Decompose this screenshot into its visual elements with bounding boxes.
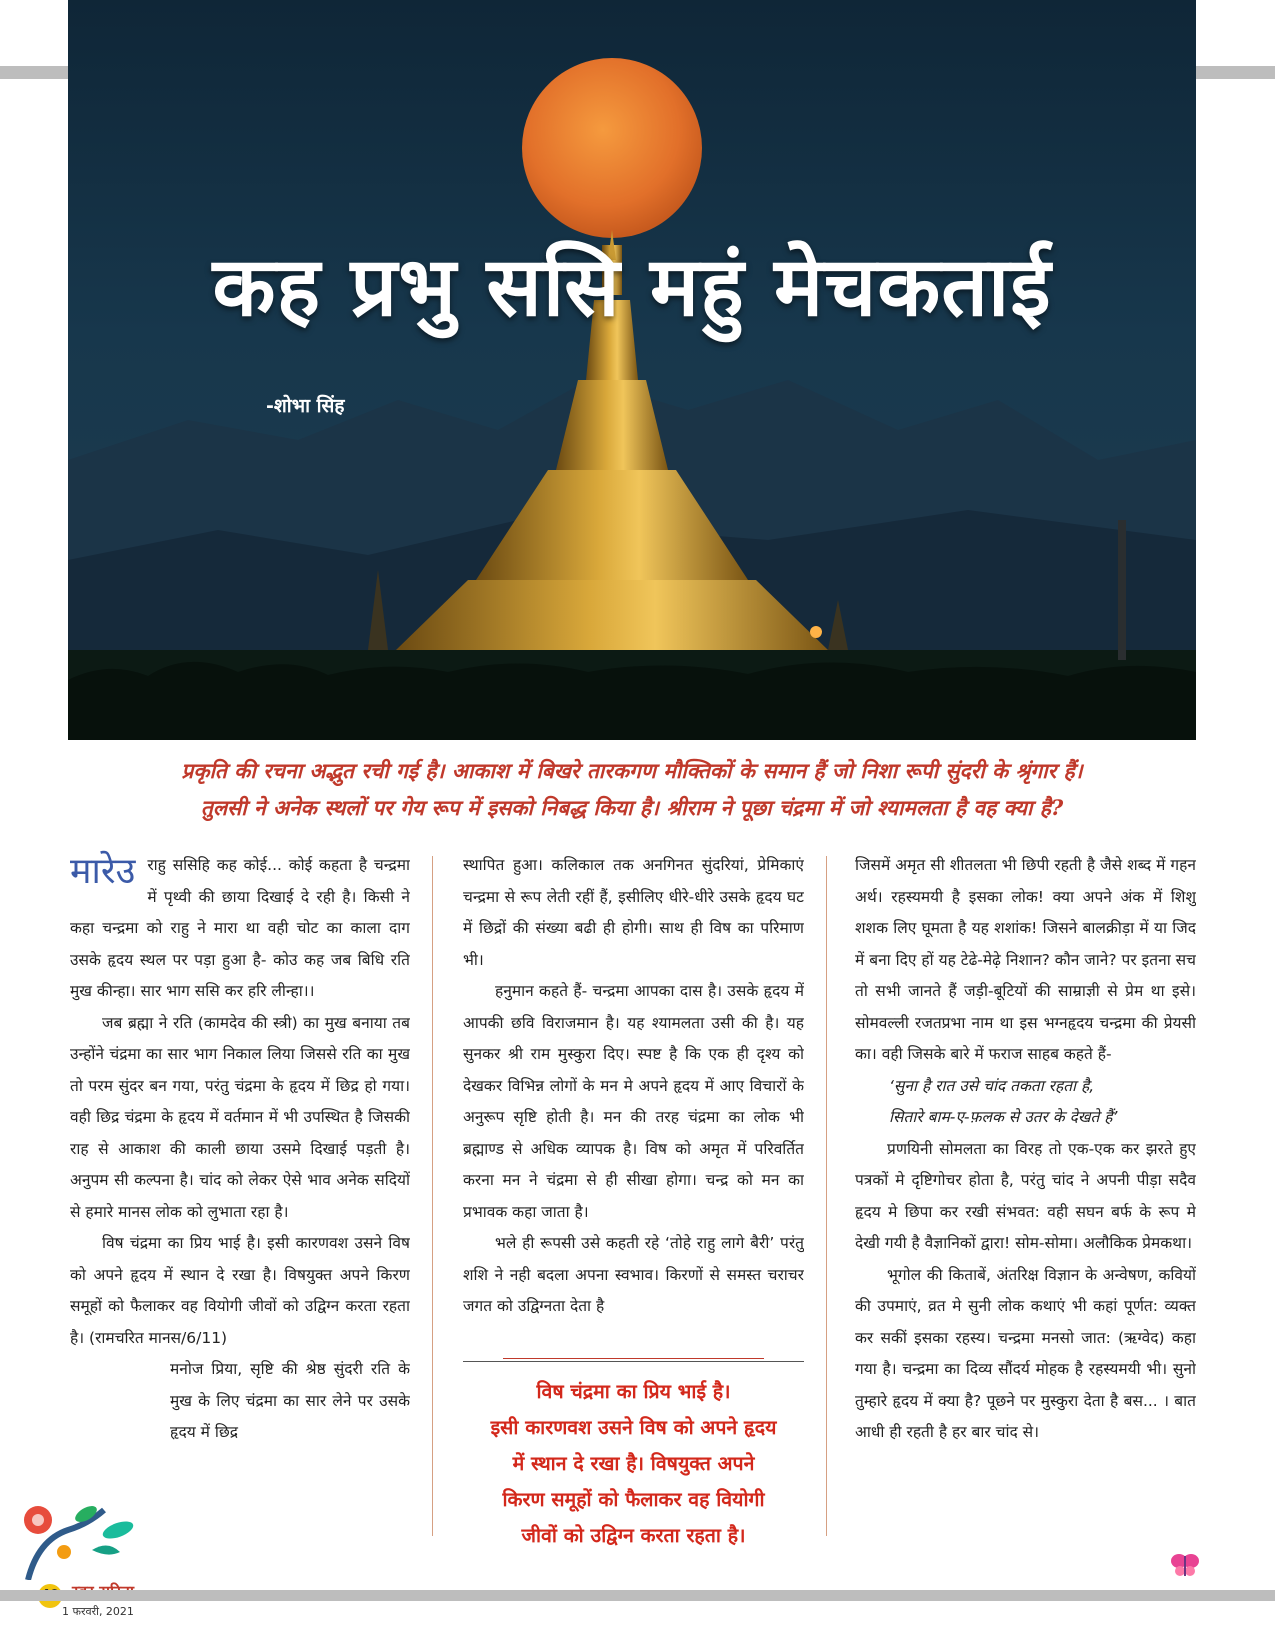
intro-line: तुलसी ने अनेक स्थलों पर गेय रूप में इसको निबद्ध किया है। श्रीराम ने पूछा चंद्रमा में जो श्यामलता है वह क्या है?	[200, 795, 1064, 820]
paragraph: प्रणयिनी सोमलता का विरह तो एक-एक कर झरते हुए पत्रकों मे दृष्टिगोचर होता है, परंतु चांद ने अपनी पीड़ा सदैव हृदय मे छिपा कर रखी संभवत: वही सघन बर्फ के रूप मे देखी गयी है वैज्ञानिकों द्वारा! सोम-सोमा। अलौकिक प्रेमकथा।	[855, 1139, 1196, 1252]
paragraph: भले ही रूपसी उसे कहती रहे ‘तोहे राहु लागे बैरी’ परंतु शशि ने नही बदला अपना स्वभाव। किरणों से समस्त चराचर जगत को उद्विग्नता देता है	[463, 1234, 804, 1315]
column-1	[70, 850, 410, 1550]
pullquote	[463, 1374, 804, 1550]
intro-lead	[68, 752, 1196, 826]
pullquote-rule	[503, 1358, 764, 1359]
author-byline: -शोभा सिंह	[266, 395, 345, 417]
pullquote-line: विष चंद्रमा का प्रिय भाई है।	[536, 1380, 731, 1403]
pullquote-line: इसी कारणवश उसने विष को अपने हृदय	[490, 1416, 777, 1439]
paragraph: जब ब्रह्मा ने रति (कामदेव की स्त्री) का मुख बनाया तब उन्होंने चंद्रमा का सार भाग निकाल लिया जिससे रति का मुख तो परम सुंदर बन गया, परंतु चंद्रमा के हृदय में छिद्र हो गया। वही छिद्र चंद्रमा के हृदय में वर्तमान में भी उपस्थित है जिसकी राह से आकाश की काली छाया उसमे दिखाई पड़ती है। अनुपम सी कल्पना है। चांद को लेकर ऐसे भाव अनेक सदियों से हमारे मानस लोक को लुभाता रहा है।	[70, 1013, 410, 1221]
pullquote-rule	[463, 1361, 804, 1362]
pullquote-line: जीवों को उद्विग्न करता रहता है।	[521, 1524, 746, 1547]
moon-pagoda-illustration	[68, 0, 1196, 740]
intro-line: प्रकृति की रचना अद्भुत रची गई है। आकाश में बिखरे तारकगण मौक्तिकों के समान हैं जो निशा रूपी सुंदरी के श्रृंगार हैं।	[181, 758, 1083, 783]
column-divider	[432, 856, 433, 1536]
column-2	[463, 850, 804, 1550]
article-title: कह प्रभु ससि महुं मेचकताई	[212, 240, 1052, 335]
column-3	[855, 850, 1196, 1550]
verse-line: ‘सुना है रात उसे चांद तकता रहता है,	[889, 1076, 1095, 1095]
paragraph: स्थापित हुआ। कलिकाल तक अनगिनत सुंदरियां, प्रेमिकाएं चन्द्रमा से रूप लेती रहीं हैं, इसीलिए धीरे-धीरे उसके हृदय घट में छिद्रों की संख्या बढी ही होगी। साथ ही विष का परिमाण भी।	[463, 856, 804, 969]
floral-decoration-icon	[8, 1490, 148, 1580]
paragraph: राहु ससिहि कह कोई... कोई कहता है चन्द्रमा में पृथ्वी की छाया दिखाई दे रही है। किसी ने कहा चन्द्रमा को राहु ने मारा था वही चोट का काला दाग उसके हृदय स्थल पर पड़ा हुआ है- कोउ कह जब बिधि रति मुख कीन्हा। सार भाग ससि कर हरि लीन्हा।।	[70, 856, 410, 1000]
verse-line: सितारे बाम-ए-फ़लक से उतर के देखते हैं’	[889, 1108, 1118, 1126]
paragraph: मनोज प्रिया, सृष्टि की श्रेष्ठ सुंदरी रति के मुख के लिए चंद्रमा का सार लेने पर उसके हृदय में छिद्र	[170, 1360, 410, 1441]
paragraph: हनुमान कहते हैं- चन्द्रमा आपका दास है। उसके हृदय में आपकी छवि विराजमान है। यह श्यामलता उसी की है। यह सुनकर श्री राम मुस्कुरा दिए। स्पष्ट है कि एक ही दृश्य को देखकर विभिन्न लोगों के मन मे अपने हृदय में आए विचारों के अनुरूप सृष्टि होती है। मन की तरह चंद्रमा का लोक भी ब्रह्माण्ड से अधिक व्यापक है। विष को अमृत में परिवर्तित करना मन ने चंद्रमा से ही सीखा होगा। चन्द्र को मन का प्रभावक कहा जाता है।	[463, 982, 804, 1221]
bottom-gray-band	[0, 1590, 1275, 1601]
paragraph: जिसमें अमृत सी शीतलता भी छिपी रहती है जैसे शब्द में गहन अर्थ। रहस्यमयी है इसका लोक! क्या अपने अंक में शिशु शशक लिए घूमता है यह शशांक! जिसने बालक्रीड़ा में या जिद में बना दिए हों यह टेढे-मेढ़े निशान? कौन जाने? पर इतना सच तो सभी जानते हैं जड़ी-बूटियों की साम्राज्ञी से प्रेम था इसे। सोमवल्ली रजतप्रभा नाम था इस भग्नहृदय चन्द्रमा की प्रेयसी का। वही जिसके बारे में फराज साहब कहते हैं-	[855, 856, 1196, 1063]
butterfly-icon	[1170, 1552, 1200, 1578]
dropcap-word: मारेउ	[70, 851, 136, 892]
paragraph: विष चंद्रमा का प्रिय भाई है। इसी कारणवश उसने विष को अपने हृदय में स्थान दे रखा है। विषयुक्त अपने किरण समूहों को फैलाकर वह वियोगी जीवों को उद्विग्न करता रहता है। (रामचरित मानस/6/11)	[70, 1234, 410, 1347]
pullquote-line: में स्थान दे रखा है। विषयुक्त अपने	[512, 1452, 755, 1475]
issue-date: 1 फरवरी, 2021	[62, 1605, 134, 1618]
paragraph: भूगोल की किताबें, अंतरिक्ष विज्ञान के अन्वेषण, कवियों की उपमाएं, व्रत मे सुनी लोक कथाएं भी कहां पूर्णत: व्यक्त कर सकीं इसका रहस्य। चन्द्रमा मनसो जात: (ऋग्वेद) कहा गया है। चन्द्रमा का दिव्य सौंदर्य मोहक है रहस्यमयी भी। सुनो तुम्हारे हृदय में क्या है? पूछने पर मुस्कुरा देता है बस... । बात आधी ही रहती है हर बार चांद से।	[855, 1265, 1196, 1441]
header-photo	[68, 0, 1196, 740]
pullquote-line: किरण समूहों को फैलाकर वह वियोगी	[502, 1488, 765, 1511]
column-divider	[826, 856, 827, 1536]
